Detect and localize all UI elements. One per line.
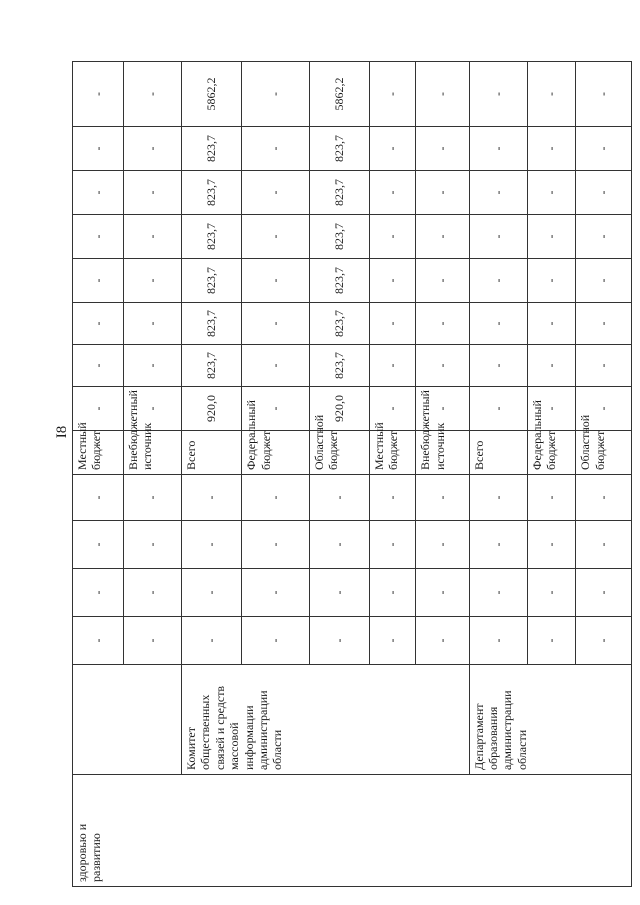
value-cell: - (576, 259, 632, 303)
budget-table (72, 62, 632, 887)
value-cell: - (73, 387, 124, 431)
value-cell: 823,7 (309, 127, 369, 171)
value-cell: - (124, 569, 182, 617)
value-cell: 823,7 (309, 345, 369, 387)
table-body (73, 62, 632, 887)
value-cell: - (527, 303, 576, 345)
value-cell: - (73, 127, 124, 171)
value-cell: - (309, 521, 369, 569)
value-cell: - (576, 215, 632, 259)
value-cell: - (527, 475, 576, 521)
value-cell: - (576, 387, 632, 431)
value-cell: - (369, 569, 415, 617)
value-cell: - (369, 215, 415, 259)
value-cell: - (416, 215, 469, 259)
value-cell: - (469, 171, 527, 215)
value-cell: 823,7 (309, 171, 369, 215)
value-cell: - (242, 171, 309, 215)
value-cell: - (576, 171, 632, 215)
value-cell: - (73, 521, 124, 569)
funding-source-cell: Федеральный бюджет (527, 431, 576, 475)
value-cell: - (469, 569, 527, 617)
value-cell: - (416, 259, 469, 303)
value-cell: - (527, 521, 576, 569)
value-cell: 920,0 (309, 387, 369, 431)
funding-source-cell: Внебюджетный источник (124, 431, 182, 475)
value-cell: - (416, 569, 469, 617)
value-cell: - (469, 617, 527, 665)
value-cell: - (73, 171, 124, 215)
value-cell: - (369, 303, 415, 345)
value-cell: - (469, 127, 527, 171)
value-cell: - (527, 127, 576, 171)
value-cell: - (309, 569, 369, 617)
value-cell: - (242, 303, 309, 345)
value-cell: - (416, 617, 469, 665)
value-cell: - (124, 345, 182, 387)
value-cell: - (182, 569, 242, 617)
value-cell: - (469, 475, 527, 521)
value-cell: - (416, 521, 469, 569)
value-cell: 823,7 (182, 171, 242, 215)
value-cell: - (73, 569, 124, 617)
value-cell: - (242, 215, 309, 259)
value-cell: 823,7 (309, 303, 369, 345)
value-cell: - (73, 617, 124, 665)
value-cell: - (469, 62, 527, 127)
value-cell: 823,7 (309, 259, 369, 303)
value-cell: - (416, 171, 469, 215)
value-cell: - (527, 259, 576, 303)
value-cell: - (242, 569, 309, 617)
value-cell: - (369, 345, 415, 387)
value-cell: - (182, 617, 242, 665)
value-cell: - (576, 521, 632, 569)
value-cell: 823,7 (182, 127, 242, 171)
value-cell: - (527, 62, 576, 127)
value-cell: - (309, 617, 369, 665)
table-row (469, 62, 527, 887)
value-cell: - (576, 345, 632, 387)
value-cell: - (242, 617, 309, 665)
value-cell: - (124, 127, 182, 171)
value-cell: - (416, 475, 469, 521)
value-cell: - (527, 215, 576, 259)
value-cell: - (576, 617, 632, 665)
value-cell: - (469, 215, 527, 259)
value-cell: - (73, 259, 124, 303)
value-cell: - (242, 62, 309, 127)
value-cell: - (73, 303, 124, 345)
value-cell: - (73, 475, 124, 521)
value-cell: - (124, 303, 182, 345)
value-cell: - (416, 62, 469, 127)
value-cell: 823,7 (182, 345, 242, 387)
budget-table-wrapper (72, 62, 632, 887)
value-cell: - (242, 387, 309, 431)
value-cell: 823,7 (182, 303, 242, 345)
value-cell: - (469, 345, 527, 387)
value-cell: - (73, 62, 124, 127)
value-cell: - (576, 127, 632, 171)
value-cell: - (369, 617, 415, 665)
value-cell: - (124, 617, 182, 665)
table-row (182, 62, 242, 887)
value-cell: - (369, 62, 415, 127)
value-cell: - (527, 345, 576, 387)
value-cell: - (369, 259, 415, 303)
executor-cell: Комитет общественных связей и средств массовой информации администрации области (182, 665, 470, 775)
value-cell: - (576, 62, 632, 127)
executor-cell (73, 665, 182, 775)
value-cell: - (576, 303, 632, 345)
value-cell: 5862,2 (309, 62, 369, 127)
value-cell: - (469, 303, 527, 345)
value-cell: - (416, 303, 469, 345)
value-cell: - (576, 569, 632, 617)
value-cell: - (242, 259, 309, 303)
value-cell: - (124, 521, 182, 569)
value-cell: - (527, 171, 576, 215)
value-cell: - (416, 345, 469, 387)
value-cell: - (469, 521, 527, 569)
value-cell: - (576, 475, 632, 521)
value-cell: - (124, 387, 182, 431)
value-cell: - (369, 127, 415, 171)
funding-source-cell: Федеральный бюджет (242, 431, 309, 475)
funding-source-cell: Местный бюджет (73, 431, 124, 475)
value-cell: 5862,2 (182, 62, 242, 127)
value-cell: - (73, 345, 124, 387)
value-cell: - (242, 521, 309, 569)
value-cell: - (73, 215, 124, 259)
funding-source-cell: Областной бюджет (576, 431, 632, 475)
value-cell: - (242, 345, 309, 387)
value-cell: - (369, 171, 415, 215)
funding-source-cell: Внебюджетный источник (416, 431, 469, 475)
value-cell: - (242, 127, 309, 171)
value-cell: - (416, 387, 469, 431)
table-row (73, 62, 124, 887)
value-cell: - (416, 127, 469, 171)
value-cell: - (527, 569, 576, 617)
value-cell: - (124, 259, 182, 303)
program-cell: здоровью и развитию (73, 775, 632, 887)
value-cell: - (369, 387, 415, 431)
funding-source-cell: Всего (182, 431, 242, 475)
funding-source-cell: Областной бюджет (309, 431, 369, 475)
value-cell: - (369, 521, 415, 569)
funding-source-cell: Местный бюджет (369, 431, 415, 475)
value-cell: - (124, 171, 182, 215)
value-cell: - (124, 215, 182, 259)
value-cell: 823,7 (309, 215, 369, 259)
value-cell: - (124, 475, 182, 521)
value-cell: - (182, 475, 242, 521)
value-cell: 823,7 (182, 215, 242, 259)
value-cell: 823,7 (182, 259, 242, 303)
executor-cell: Департамент образования администрации области (469, 665, 631, 775)
value-cell: - (242, 475, 309, 521)
value-cell: - (469, 387, 527, 431)
value-cell: - (182, 521, 242, 569)
page-number: I8 (54, 425, 70, 439)
value-cell: - (309, 475, 369, 521)
value-cell: - (527, 617, 576, 665)
funding-source-cell: Всего (469, 431, 527, 475)
value-cell: 920,0 (182, 387, 242, 431)
value-cell: - (469, 259, 527, 303)
value-cell: - (369, 475, 415, 521)
value-cell: - (527, 387, 576, 431)
value-cell: - (124, 62, 182, 127)
